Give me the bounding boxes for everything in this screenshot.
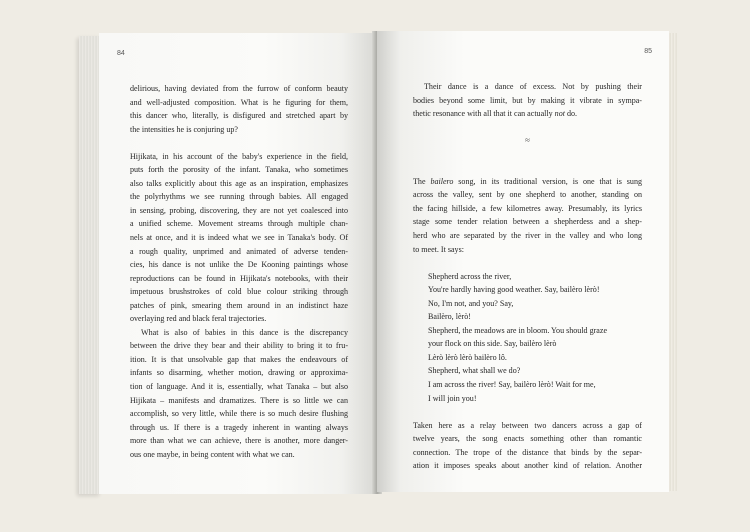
text-line: a unified scheme. Movement streams through multiple chan- (130, 219, 348, 229)
text-line: impetuous brushstrokes of cold blue colour striking through (130, 287, 348, 297)
text-line: the intensities he is conjuring up? (130, 124, 238, 134)
text-line: ation it imposes speaks about another kind of relation. Another (413, 461, 642, 471)
text-line: bodies beyond some limit, but by making it vibrate in sympa- (413, 95, 642, 105)
verse-line: Shepherd across the river, (428, 271, 512, 281)
right-page-number: 85 (644, 48, 652, 55)
text-line: reproductions can be found in Hijikata's notebooks, with their (130, 273, 348, 283)
verse-line: I will join you! (428, 393, 477, 403)
paragraph-gap (413, 148, 642, 162)
section-break-mark: ≈ (525, 135, 530, 146)
text-line: Hijikata – manifests and dramatizes. There is so little we can (130, 395, 348, 405)
verse-line: Bailèro, lèrò! (428, 312, 471, 322)
verse-line: I am across the river! Say, bailèro lèrò! Wait for me, (428, 380, 596, 390)
text-line: infants so disarming, whether motion, drawing or approxima- (130, 368, 348, 378)
text-line: the facing hillside, a few kilometres away. Presumably, its lyrics (413, 203, 642, 213)
text-line: thetic resonance with all that it can actually not do. (413, 109, 578, 119)
text-line: ous one maybe, in being content with what we can. (130, 449, 295, 459)
verse-line: Shepherd, the meadows are in bloom. You should graze (428, 325, 608, 335)
left-page-edges (79, 36, 101, 494)
text-line: in sensing, probing, discovering, they are not yet coalesced into (130, 205, 348, 215)
text-line: also talks explicitly about this age as an inspiration, emphasizes (130, 178, 348, 188)
text-line: stage some tender relation between a shepherdess and a shep- (413, 217, 642, 227)
right-page-edges (668, 33, 677, 491)
left-page-body (130, 82, 348, 461)
text-line: connection. The trope of the distance that binds by the separ- (413, 447, 642, 457)
verse-line: your flock on this side. Say, bailèro lèrò (428, 339, 557, 349)
text-line: cies, his dance is not unlike the De Kooning paintings whose (130, 260, 348, 270)
text-line: herd who are separated by the river in the valley and who long (413, 231, 642, 241)
text-line: accomplish, so very little, while there is so much desire flushing (130, 409, 348, 419)
text-line: twelve years, the song enacts something other than romantic (413, 434, 642, 444)
text-line: between the drive they bear and their ability to bring it to fru- (130, 341, 348, 351)
text-line: more than what we can achieve, there is another, more danger- (130, 436, 348, 446)
text-line: and well-adjusted composition. What is he figuring for them, (130, 97, 348, 107)
text-line: tion of language. And it is, essentially, what Tanaka – but also (130, 382, 348, 392)
text-line: this dancer who, literally, is disfigured and stretched apart by (130, 111, 348, 121)
paragraph-gap (413, 121, 642, 135)
right-page (377, 31, 669, 492)
text-line: Taken here as a relay between two dancers across a gap of (413, 420, 642, 430)
verse-line: Shepherd, what shall we do? (428, 366, 521, 376)
left-page-number: 84 (117, 50, 125, 57)
text-line: puts forth the porosity of the infant. Tanaka, who sometimes (130, 165, 348, 175)
paragraph-gap (130, 136, 348, 150)
paragraph-gap (413, 161, 642, 175)
text-line: nels at once, and it is indeed what we see in Tanaka's body. Of (130, 233, 348, 243)
text-line: The bailero song, in its traditional version, is one that is sung (413, 176, 642, 186)
text-line: Hijikata, in his account of the baby's experience in the field, (130, 151, 348, 161)
paragraph-gap (413, 405, 642, 419)
verse-line: You're hardly having good weather. Say, bailèro lèrò! (428, 285, 600, 295)
text-line: What is also of babies in this dance is the discrepancy (141, 327, 348, 337)
right-page-body (413, 80, 642, 473)
text-line: delirious, having deviated from the furrow of conform beauty (130, 84, 348, 93)
left-page (99, 33, 375, 494)
text-line: a rough quality, unprimed and animated of adverse tenden- (130, 246, 348, 256)
verse-line: Lèrò lèrò lèrò bailèro lô. (428, 352, 507, 362)
text-line: overlaying red and black feral trajectories. (130, 314, 267, 324)
paragraph-gap (413, 256, 642, 270)
verse-line: No, I'm not, and you? Say, (428, 298, 514, 308)
text-line: to meet. It says: (413, 244, 464, 254)
text-line: ition. It is that unsolvable gap that makes the endeavours of (130, 354, 348, 364)
text-line: Their dance is a dance of excess. Not by pushing their (424, 82, 642, 91)
text-line: patches of pink, smearing them around in an indistinct haze (130, 300, 348, 310)
text-line: the polyrhythms we see running through babies. All engaged (130, 192, 348, 202)
text-line: across the valley, sent by one shepherd to another, standing on (413, 190, 642, 200)
text-line: through us. If there is a tragedy inherent in wanting always (130, 422, 348, 432)
